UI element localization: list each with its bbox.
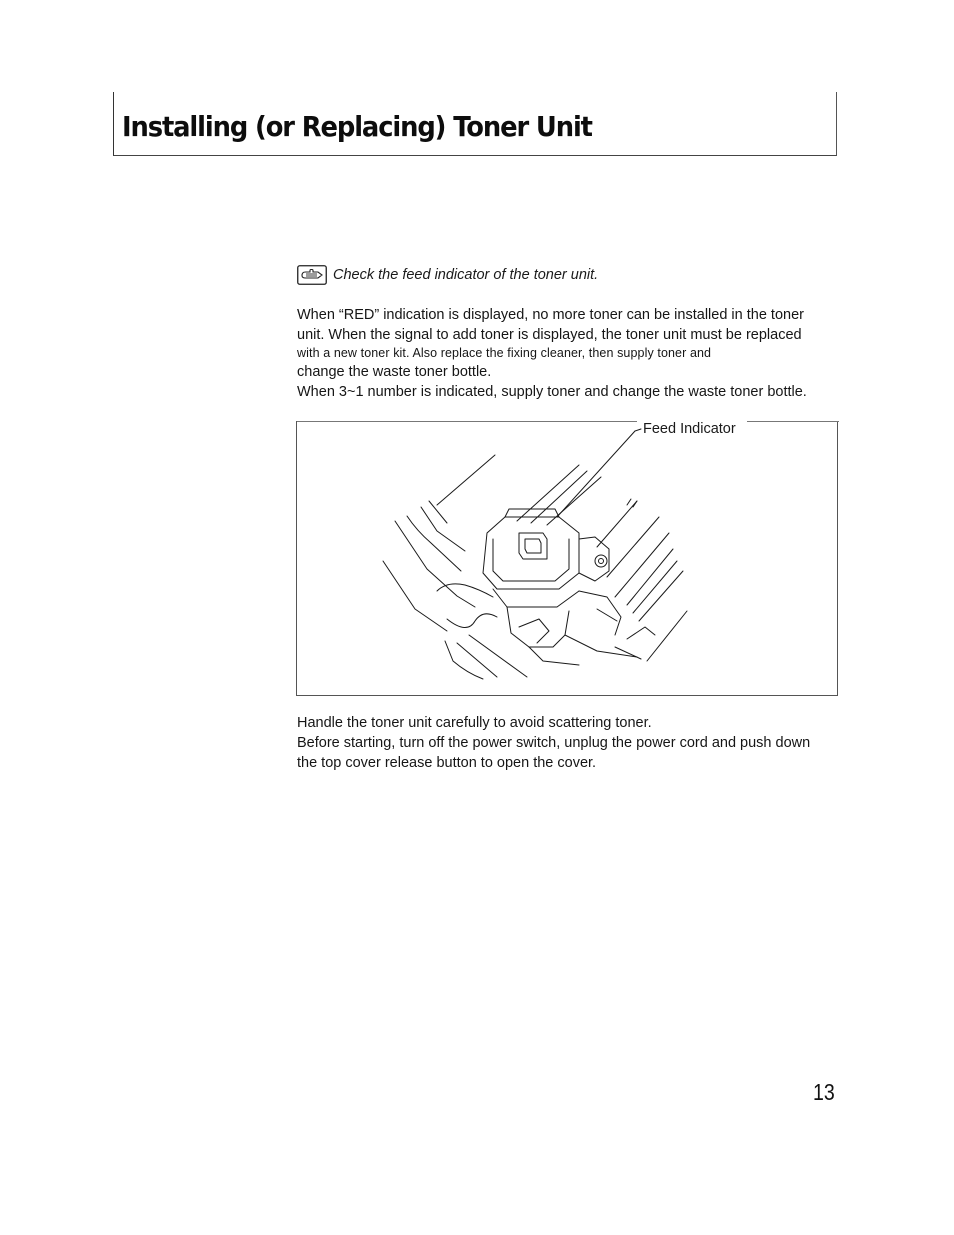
- page-title: Installing (or Replacing) Toner Unit: [122, 110, 592, 143]
- paragraph-line: Handle the toner unit carefully to avoid scattering toner.: [297, 715, 652, 731]
- figure-frame: [296, 421, 838, 696]
- note-text: Check the feed indicator of the toner unit.: [333, 267, 599, 283]
- paragraph-line: the top cover release button to open the cover.: [297, 755, 597, 771]
- paragraph-feed-indicator: [297, 305, 842, 402]
- paragraph-line: When “RED” indication is displayed, no more toner can be installed in the toner: [297, 307, 804, 323]
- toner-unit-illustration: [297, 421, 839, 696]
- paragraph-line: When 3~1 number is indicated, supply toner and change the waste toner bottle.: [297, 384, 807, 400]
- pointing-hand-icon: [297, 265, 327, 285]
- note: [297, 264, 598, 286]
- title-frame: [113, 92, 837, 156]
- feed-indicator-label: Feed Indicator: [643, 421, 736, 437]
- paragraph-line: unit. When the signal to add toner is displayed, the toner unit must be replaced: [297, 327, 802, 343]
- paragraph-line: with a new toner kit. Also replace the fixing cleaner, then supply toner and: [297, 346, 712, 360]
- page-number: 13: [813, 1079, 835, 1105]
- paragraph-line: Before starting, turn off the power switch, unplug the power cord and push down: [297, 735, 811, 751]
- paragraph-handling: [297, 713, 842, 773]
- paragraph-line: change the waste toner bottle.: [297, 364, 492, 380]
